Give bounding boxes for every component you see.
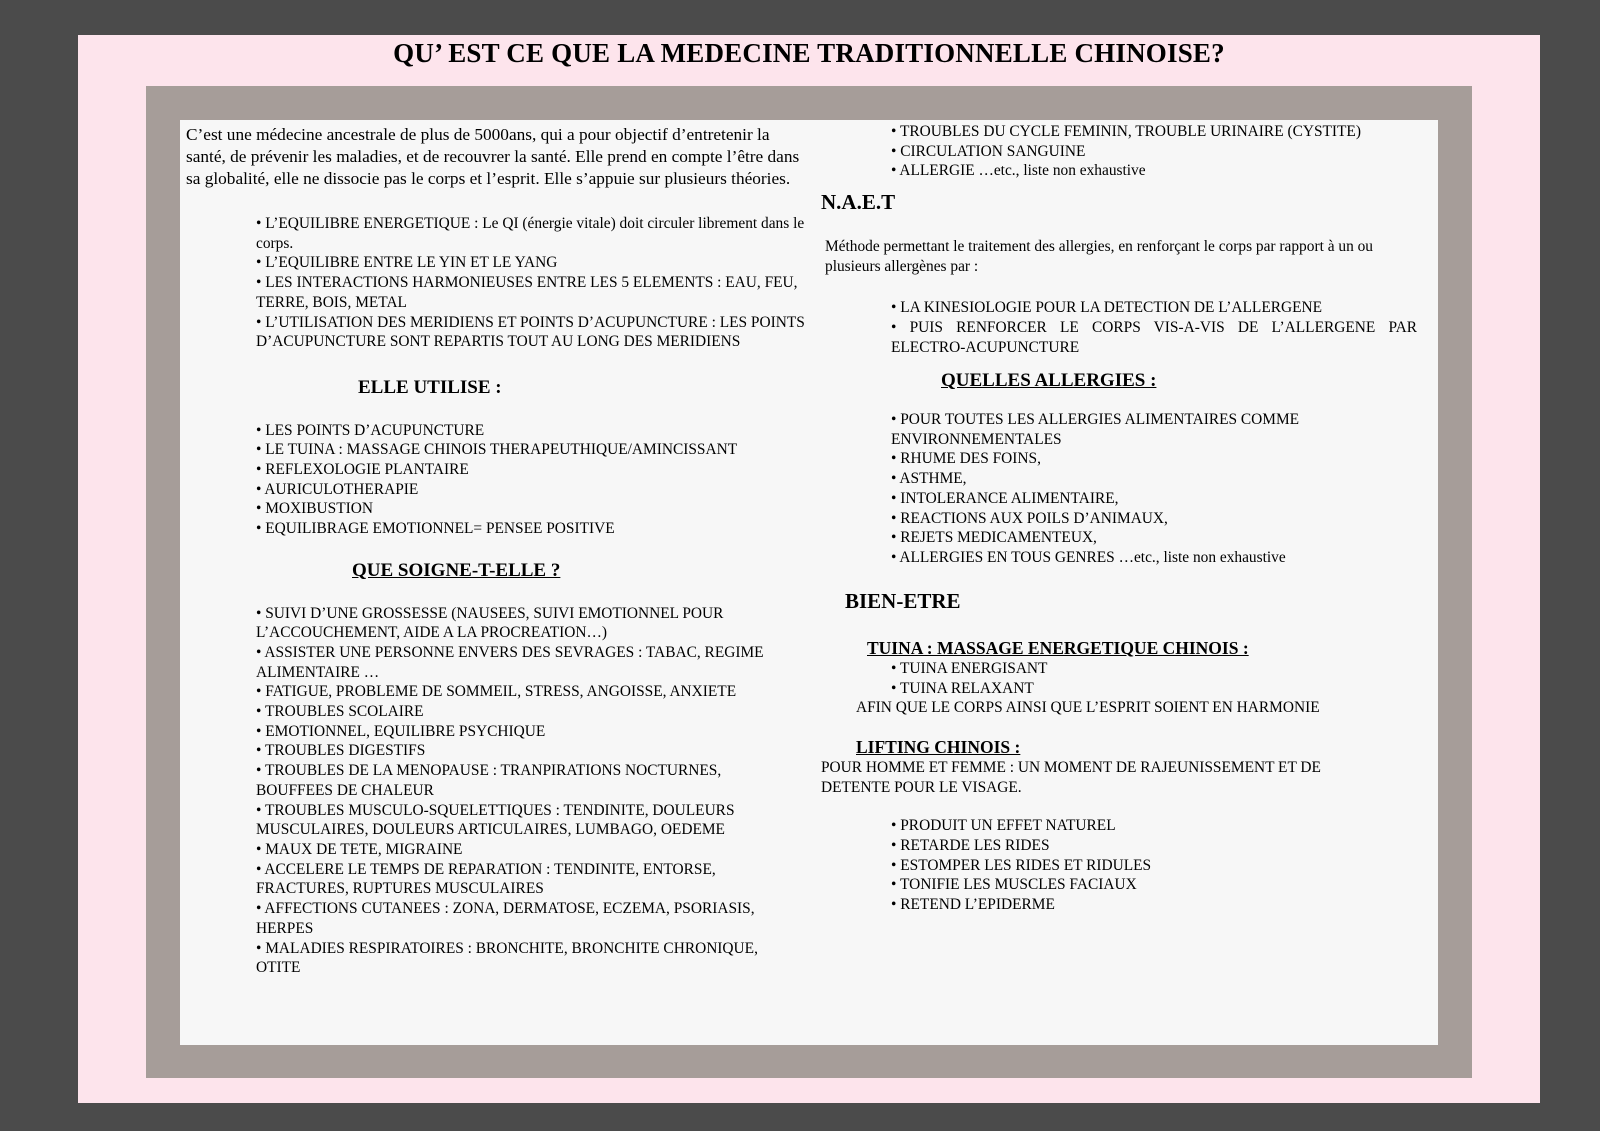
list-item: • FATIGUE, PROBLEME DE SOMMEIL, STRESS, ANGOISSE, ANXIETE — [222, 682, 782, 702]
list-item: • RETEND L’EPIDERME — [857, 895, 1413, 915]
tuina-heading: TUINA : MASSAGE ENERGETIQUE CHINOIS : — [867, 638, 1249, 659]
list-item: • EMOTIONNEL, EQUILIBRE PSYCHIQUE — [222, 722, 782, 742]
list-item: • RETARDE LES RIDES — [857, 836, 1413, 856]
uses-heading: ELLE UTILISE : — [358, 376, 502, 398]
list-item: • LE TUINA : MASSAGE CHINOIS THERAPEUTHIQUE/AMINCISSANT — [222, 440, 806, 460]
wellbeing-heading: BIEN-ETRE — [845, 588, 961, 613]
list-item: • TROUBLES DE LA MENOPAUSE : TRANPIRATIONS NOCTURNES, BOUFFEES DE CHALEUR — [222, 761, 782, 800]
list-item: • POUR TOUTES LES ALLERGIES ALIMENTAIRES COMME ENVIRONNEMENTALES — [857, 410, 1413, 449]
treats-continued-list — [857, 122, 1413, 181]
list-item: • TROUBLES DIGESTIFS — [222, 741, 782, 761]
list-item: • TROUBLES MUSCULO-SQUELETTIQUES : TENDINITE, DOULEURS MUSCULAIRES, DOULEURS ARTICULAIRES, LUMBAGO, OEDEME — [222, 801, 782, 840]
naet-description: Méthode permettant le traitement des allergies, en renforçant le corps par rapport à un ou plusieurs allergènes par : — [825, 237, 1374, 275]
list-item: • PRODUIT UN EFFET NATUREL — [857, 816, 1413, 836]
allergies-list — [857, 410, 1413, 568]
list-item: • RHUME DES FOINS, — [857, 449, 1413, 469]
list-item: • CIRCULATION SANGUINE — [857, 142, 1413, 162]
list-item: • EQUILIBRAGE EMOTIONNEL= PENSEE POSITIVE — [222, 519, 806, 539]
intro-paragraph: C’est une médecine ancestrale de plus de 5000ans, qui a pour objectif d’entretenir la santé, de prévenir les maladies, et de recouvrer la santé. Elle prend en compte l’être dans sa globalité, elle ne dissocie pas le corps et l’esprit. Elle s’appuie sur plusieurs théories. — [186, 125, 800, 188]
page-title: QU’ EST CE QUE LA MEDECINE TRADITIONNELLE CHINOISE? — [393, 38, 1225, 68]
list-item: • AFFECTIONS CUTANEES : ZONA, DERMATOSE, ECZEMA, PSORIASIS, HERPES — [222, 899, 782, 938]
list-item: • LES POINTS D’ACUPUNCTURE — [222, 421, 806, 441]
list-item: • ASSISTER UNE PERSONNE ENVERS DES SEVRAGES : TABAC, REGIME ALIMENTAIRE … — [222, 643, 782, 682]
list-item: • REACTIONS AUX POILS D’ANIMAUX, — [857, 509, 1413, 529]
tuina-list — [857, 659, 1413, 698]
list-item: • MOXIBUSTION — [222, 499, 806, 519]
list-item: • TROUBLES SCOLAIRE — [222, 702, 782, 722]
uses-list — [222, 421, 806, 539]
list-item: • TUINA RELAXANT — [857, 679, 1413, 699]
list-item: • L’EQUILIBRE ENTRE LE YIN ET LE YANG — [222, 253, 806, 273]
list-item: • REJETS MEDICAMENTEUX, — [857, 528, 1413, 548]
list-item: • INTOLERANCE ALIMENTAIRE, — [857, 489, 1413, 509]
lifting-list — [857, 816, 1413, 915]
theories-list — [222, 214, 806, 352]
list-item: • TROUBLES DU CYCLE FEMININ, TROUBLE URINAIRE (CYSTITE) — [857, 122, 1413, 142]
allergies-heading: QUELLES ALLERGIES : — [941, 370, 1157, 392]
list-item: • LES INTERACTIONS HARMONIEUSES ENTRE LES 5 ELEMENTS : EAU, FEU, TERRE, BOIS, METAL — [222, 273, 806, 312]
list-item: • L’EQUILIBRE ENERGETIQUE : Le QI (énergie vitale) doit circuler librement dans le corps. — [222, 214, 806, 253]
list-item: • TONIFIE LES MUSCLES FACIAUX — [857, 875, 1413, 895]
list-item: • ACCELERE LE TEMPS DE REPARATION : TENDINITE, ENTORSE, FRACTURES, RUPTURES MUSCULAIRES — [222, 860, 782, 899]
document-page — [180, 120, 1438, 1045]
lifting-description: POUR HOMME ET FEMME : UN MOMENT DE RAJEUNISSEMENT ET DE DETENTE POUR LE VISAGE. — [821, 758, 1321, 796]
left-column — [186, 120, 806, 978]
list-item: • MALADIES RESPIRATOIRES : BRONCHITE, BRONCHITE CHRONIQUE, OTITE — [222, 939, 782, 978]
list-item: • ALLERGIES EN TOUS GENRES …etc., liste non exhaustive — [857, 548, 1413, 568]
list-item: • LA KINESIOLOGIE POUR LA DETECTION DE L’ALLERGENE — [857, 298, 1417, 318]
list-item: • SUIVI D’UNE GROSSESSE (NAUSEES, SUIVI EMOTIONNEL POUR L’ACCOUCHEMENT, AIDE A LA PROCREATION…) — [222, 604, 782, 643]
list-item: • PUIS RENFORCER LE CORPS VIS-A-VIS DE L’ALLERGENE PAR ELECTRO-ACUPUNCTURE — [857, 318, 1417, 357]
lifting-heading: LIFTING CHINOIS : — [856, 737, 1021, 758]
naet-heading: N.A.E.T — [821, 190, 896, 215]
right-column — [821, 120, 1417, 915]
list-item: • TUINA ENERGISANT — [857, 659, 1413, 679]
list-item: • MAUX DE TETE, MIGRAINE — [222, 840, 782, 860]
list-item: • AURICULOTHERAPIE — [222, 480, 806, 500]
tuina-note: AFIN QUE LE CORPS AINSI QUE L’ESPRIT SOIENT EN HARMONIE — [856, 699, 1320, 717]
list-item: • ALLERGIE …etc., liste non exhaustive — [857, 161, 1413, 181]
treats-list — [222, 604, 782, 978]
list-item: • L’UTILISATION DES MERIDIENS ET POINTS D’ACUPUNCTURE : LES POINTS D’ACUPUNCTURE SONT REPARTIS TOUT AU LONG DES MERIDIENS — [222, 313, 806, 352]
list-item: • REFLEXOLOGIE PLANTAIRE — [222, 460, 806, 480]
naet-steps-list — [857, 298, 1417, 357]
treats-heading: QUE SOIGNE-T-ELLE ? — [352, 559, 561, 581]
list-item: • ASTHME, — [857, 469, 1413, 489]
list-item: • ESTOMPER LES RIDES ET RIDULES — [857, 856, 1413, 876]
